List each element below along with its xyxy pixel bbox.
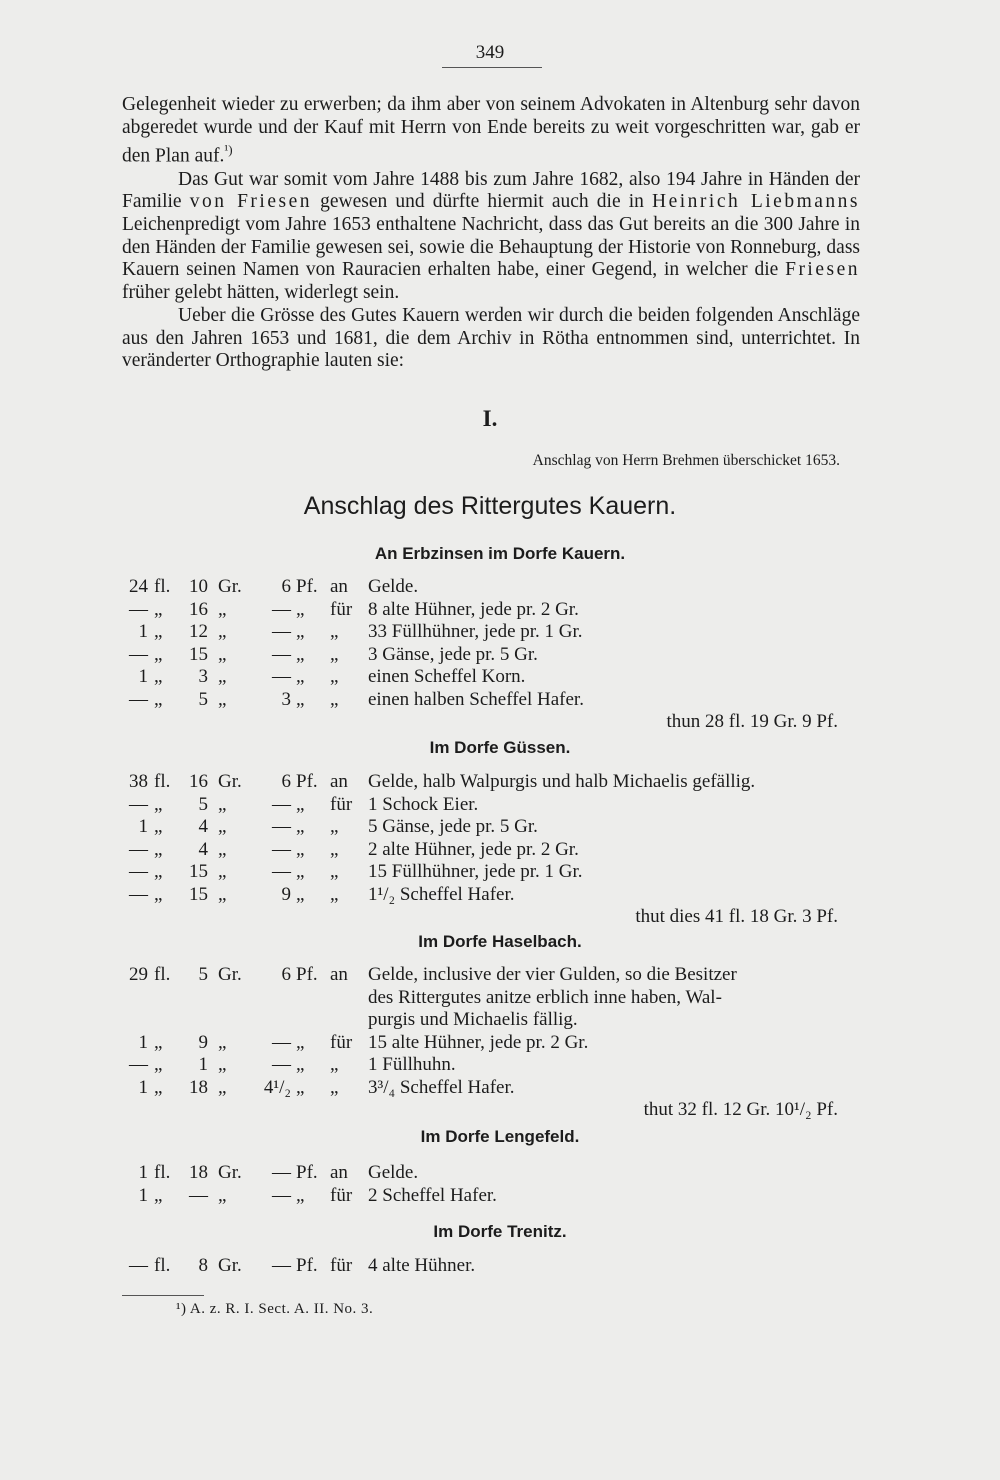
preposition: für — [330, 1031, 353, 1053]
body-text — [122, 94, 860, 373]
pfennig-unit: „ — [296, 621, 305, 642]
section-heading: Im Dorfe Güssen. — [429, 738, 571, 757]
section-total: thut 32 fl. 12 Gr. 10¹/₂ Pf. — [643, 1099, 838, 1120]
groschen-unit: „ — [218, 838, 227, 860]
description: 3 Gänse, jede pr. 5 Gr. — [368, 643, 538, 665]
description: 15 alte Hühner, jede pr. 2 Gr. — [368, 1031, 589, 1053]
groschen-amount: 12 — [189, 621, 208, 642]
ledger-table — [0, 1255, 1000, 1278]
pfennig-amount: — — [272, 643, 291, 665]
groschen-unit: Gr. — [218, 576, 242, 597]
description: 2 alte Hühner, jede pr. 2 Gr. — [368, 838, 579, 860]
table-row — [0, 644, 1000, 667]
section-total-row — [0, 1099, 1000, 1122]
pfennig-unit: „ — [296, 1031, 305, 1053]
table-row — [0, 794, 1000, 817]
table-row — [0, 964, 1000, 987]
description: 33 Füllhühner, jede pr. 1 Gr. — [368, 621, 583, 642]
preposition: „ — [330, 838, 339, 860]
pfennig-amount: — — [272, 1184, 291, 1206]
paragraph-1 — [122, 94, 860, 169]
preposition: „ — [330, 643, 339, 665]
pfennig-unit: Pf. — [296, 1162, 318, 1183]
table-row — [0, 621, 1000, 644]
florin-amount: — — [129, 883, 148, 905]
pfennig-unit: „ — [296, 643, 305, 665]
pfennig-amount: 9 — [281, 883, 291, 905]
florin-amount: 1 — [138, 1184, 148, 1206]
groschen-unit: „ — [218, 621, 227, 642]
groschen-unit: „ — [218, 883, 227, 905]
pfennig-unit: „ — [296, 793, 305, 815]
table-row — [0, 816, 1000, 839]
florin-unit: „ — [154, 643, 163, 665]
description: 3³/₄ Scheffel Hafer. — [368, 1076, 515, 1098]
groschen-unit: „ — [218, 666, 227, 687]
preposition: für — [330, 1184, 353, 1206]
florin-amount: 1 — [138, 1076, 148, 1098]
pfennig-amount: 3 — [281, 688, 291, 710]
preposition: an — [330, 1162, 348, 1183]
pfennig-unit: Pf. — [296, 1255, 318, 1276]
description: 4 alte Hühner. — [368, 1255, 476, 1276]
roman-numeral-heading: I. — [482, 406, 498, 431]
groschen-amount: 4 — [198, 838, 208, 860]
pfennig-unit: „ — [296, 688, 305, 710]
pfennig-amount: — — [272, 666, 291, 687]
groschen-unit: „ — [218, 688, 227, 710]
subheading-note: Anschlag von Herrn Brehmen überschicket 1653. — [532, 452, 840, 469]
florin-amount: 1 — [138, 1031, 148, 1053]
florin-unit: „ — [154, 666, 163, 687]
florin-amount: 24 — [129, 576, 148, 597]
description: einen Scheffel Korn. — [368, 666, 526, 687]
preposition: „ — [330, 688, 339, 710]
ledger-table — [0, 771, 1000, 929]
table-row — [0, 1032, 1000, 1055]
paragraph-2 — [122, 169, 860, 305]
florin-amount: 38 — [129, 771, 148, 792]
pfennig-unit: „ — [296, 861, 305, 882]
p2-spaced-name-2: Heinrich Liebmanns — [652, 191, 861, 213]
table-row — [0, 884, 1000, 907]
florin-amount: — — [129, 838, 148, 860]
groschen-unit: Gr. — [218, 1162, 242, 1183]
pfennig-amount: — — [272, 1255, 291, 1276]
groschen-amount: 5 — [198, 793, 208, 815]
description: Gelde, halb Walpurgis und halb Michaelis gefällig. — [368, 771, 756, 792]
florin-amount: — — [129, 1054, 148, 1075]
groschen-unit: „ — [218, 816, 227, 837]
description: Gelde. — [368, 1162, 419, 1183]
preposition: „ — [330, 816, 339, 837]
preposition: „ — [330, 666, 339, 687]
section-heading: An Erbzinsen im Dorfe Kauern. — [374, 544, 626, 563]
table-row — [0, 1054, 1000, 1077]
groschen-amount: 9 — [198, 1031, 208, 1053]
groschen-amount: 15 — [189, 861, 208, 882]
pfennig-amount: 6 — [281, 771, 291, 792]
page-number: 349 — [475, 42, 505, 63]
pfennig-amount: — — [272, 598, 291, 620]
p2-part-a: Das Gut war somit vom Jahre 1488 bis zum Jahre 1682, also 194 Jahre in Händen der Familie — [122, 168, 860, 213]
description: 1 Füllhuhn. — [368, 1054, 456, 1075]
p2-part-e: Leichenpredigt vom Jahre 1653 enthaltene Nachricht, dass das Gut bereits an die 300 Jahre in den Händen der Familie gewesen sei, sowie die Behauptung der Historie von Ronneburg, dass Kauern seinen Namen von Rauracien erhalten habe, einer Gegend, in welcher die — [122, 214, 860, 281]
pfennig-unit: „ — [296, 816, 305, 837]
description: 1¹/₂ Scheffel Hafer. — [368, 883, 515, 905]
table-row — [0, 839, 1000, 862]
pfennig-unit: Pf. — [296, 576, 318, 597]
preposition: „ — [330, 1054, 339, 1075]
florin-unit: „ — [154, 688, 163, 710]
pfennig-unit: Pf. — [296, 771, 318, 792]
section-total-row — [0, 906, 1000, 929]
florin-amount: 1 — [138, 666, 148, 687]
section-total: thut dies 41 fl. 18 Gr. 3 Pf. — [635, 906, 838, 927]
section-total: thun 28 fl. 19 Gr. 9 Pf. — [666, 711, 838, 732]
florin-unit: „ — [154, 1054, 163, 1075]
table-row — [0, 1009, 1000, 1032]
p2-spaced-name-1: von Friesen — [189, 191, 312, 213]
preposition: „ — [330, 1076, 339, 1098]
florin-amount: — — [129, 1255, 148, 1276]
pfennig-unit: „ — [296, 1076, 305, 1098]
groschen-amount: 4 — [198, 816, 208, 837]
groschen-unit: „ — [218, 1076, 227, 1098]
florin-unit: „ — [154, 883, 163, 905]
florin-amount: 1 — [138, 816, 148, 837]
florin-unit: fl. — [154, 771, 171, 792]
description: 1 Schock Eier. — [368, 793, 479, 815]
preposition: „ — [330, 883, 339, 905]
preposition: an — [330, 576, 348, 597]
table-row — [0, 599, 1000, 622]
groschen-amount: 3 — [198, 666, 208, 687]
footnote: ¹) A. z. R. I. Sect. A. II. No. 3. — [176, 1301, 374, 1317]
groschen-amount: 16 — [189, 598, 208, 620]
groschen-unit: „ — [218, 861, 227, 882]
groschen-unit: „ — [218, 643, 227, 665]
footnote-marker: ¹) — [224, 142, 233, 158]
pfennig-unit: „ — [296, 598, 305, 620]
pfennig-amount: 6 — [281, 576, 291, 597]
groschen-unit: „ — [218, 793, 227, 815]
florin-unit: „ — [154, 621, 163, 642]
description: 2 Scheffel Hafer. — [368, 1184, 497, 1206]
groschen-unit: „ — [218, 1031, 227, 1053]
groschen-unit: Gr. — [218, 771, 242, 792]
table-row — [0, 987, 1000, 1010]
groschen-unit: „ — [218, 1054, 227, 1075]
page-number-rule — [442, 67, 542, 68]
florin-unit: fl. — [154, 576, 171, 597]
florin-amount: 1 — [138, 621, 148, 642]
groschen-unit: Gr. — [218, 964, 242, 985]
section-heading: Im Dorfe Haselbach. — [418, 932, 582, 951]
preposition: für — [330, 598, 353, 620]
pfennig-unit: „ — [296, 883, 305, 905]
groschen-amount: 18 — [189, 1076, 208, 1098]
table-row — [0, 1185, 1000, 1208]
pfennig-amount: — — [272, 621, 291, 642]
florin-unit: „ — [154, 816, 163, 837]
florin-amount: — — [129, 861, 148, 882]
section-heading: Im Dorfe Lengefeld. — [420, 1127, 580, 1146]
florin-unit: „ — [154, 838, 163, 860]
pfennig-amount: — — [272, 1031, 291, 1053]
description: purgis und Michaelis fällig. — [368, 1009, 578, 1030]
preposition: an — [330, 771, 348, 792]
description: einen halben Scheffel Hafer. — [368, 688, 584, 710]
florin-amount: 1 — [138, 1162, 148, 1183]
preposition: für — [330, 1255, 353, 1276]
groschen-unit: „ — [218, 1184, 227, 1206]
description: 15 Füllhühner, jede pr. 1 Gr. — [368, 861, 583, 882]
section-heading: Im Dorfe Trenitz. — [433, 1222, 567, 1241]
florin-amount: — — [129, 598, 148, 620]
groschen-amount: 15 — [189, 643, 208, 665]
table-row — [0, 1255, 1000, 1278]
florin-unit: „ — [154, 1076, 163, 1098]
description: des Rittergutes anitze erblich inne haben, Wal- — [368, 986, 722, 1008]
groschen-amount: 10 — [189, 576, 208, 597]
pfennig-unit: „ — [296, 666, 305, 687]
table-row — [0, 771, 1000, 794]
description: 8 alte Hühner, jede pr. 2 Gr. — [368, 598, 579, 620]
florin-unit: „ — [154, 861, 163, 882]
pfennig-unit: „ — [296, 1184, 305, 1206]
florin-unit: „ — [154, 1031, 163, 1053]
main-title: Anschlag des Rittergutes Kauern. — [303, 492, 677, 520]
florin-unit: „ — [154, 793, 163, 815]
florin-unit: „ — [154, 598, 163, 620]
table-row — [0, 1162, 1000, 1185]
pfennig-unit: Pf. — [296, 964, 318, 985]
groschen-unit: „ — [218, 598, 227, 620]
groschen-amount: 18 — [189, 1162, 208, 1183]
preposition: für — [330, 793, 353, 815]
pfennig-amount: — — [272, 793, 291, 815]
paragraph-1-text: Gelegenheit wieder zu erwerben; da ihm aber von seinem Advokaten in Altenburg sehr davon abgeredet wurde und der Kauf mit Herrn von Ende bereits zu weit vorgeschritten war, gab er den Plan auf. — [122, 94, 860, 167]
groschen-amount: — — [189, 1184, 208, 1206]
pfennig-unit: „ — [296, 838, 305, 860]
ledger-table — [0, 1162, 1000, 1207]
section-total-row — [0, 711, 1000, 734]
pfennig-amount: — — [272, 1162, 291, 1183]
groschen-amount: 16 — [189, 771, 208, 792]
florin-amount: 29 — [129, 964, 148, 985]
table-row — [0, 666, 1000, 689]
pfennig-amount: — — [272, 816, 291, 837]
table-row — [0, 1077, 1000, 1100]
footnote-rule — [122, 1295, 204, 1296]
florin-amount: — — [129, 688, 148, 710]
groschen-amount: 15 — [189, 883, 208, 905]
groschen-amount: 8 — [198, 1255, 208, 1276]
description: Gelde, inclusive der vier Gulden, so die Besitzer — [368, 964, 737, 985]
florin-unit: fl. — [154, 1162, 171, 1183]
preposition: „ — [330, 621, 339, 642]
description: Gelde. — [368, 576, 419, 597]
florin-unit: fl. — [154, 1255, 171, 1276]
preposition: „ — [330, 861, 339, 882]
florin-unit: fl. — [154, 964, 171, 985]
p2-spaced-name-3: Friesen — [785, 259, 860, 281]
ledger-table — [0, 576, 1000, 734]
description: 5 Gänse, jede pr. 5 Gr. — [368, 816, 538, 837]
ledger-table — [0, 964, 1000, 1122]
preposition: an — [330, 964, 348, 985]
florin-amount: — — [129, 793, 148, 815]
p2-part-c: gewesen und dürfte hiermit auch die in — [311, 191, 653, 213]
pfennig-amount: — — [272, 838, 291, 860]
p2-part-g: früher gelebt hätten, widerlegt sein. — [122, 282, 400, 304]
pfennig-amount: — — [272, 861, 291, 882]
table-row — [0, 689, 1000, 712]
pfennig-amount: 6 — [281, 964, 291, 985]
florin-amount: — — [129, 643, 148, 665]
pfennig-amount: — — [272, 1054, 291, 1075]
groschen-amount: 5 — [198, 688, 208, 710]
table-row — [0, 576, 1000, 599]
table-row — [0, 861, 1000, 884]
groschen-amount: 5 — [198, 964, 208, 985]
groschen-unit: Gr. — [218, 1255, 242, 1276]
pfennig-unit: „ — [296, 1054, 305, 1075]
pfennig-amount: 4¹/₂ — [263, 1076, 291, 1098]
paragraph-3: Ueber die Grösse des Gutes Kauern werden wir durch die beiden folgenden Anschläge aus den Jahren 1653 und 1681, die dem Archiv in Rötha entnommen sind, unterrichtet. In veränderter Orthographie lauten sie: — [122, 304, 860, 372]
groschen-amount: 1 — [198, 1054, 208, 1075]
florin-unit: „ — [154, 1184, 163, 1206]
